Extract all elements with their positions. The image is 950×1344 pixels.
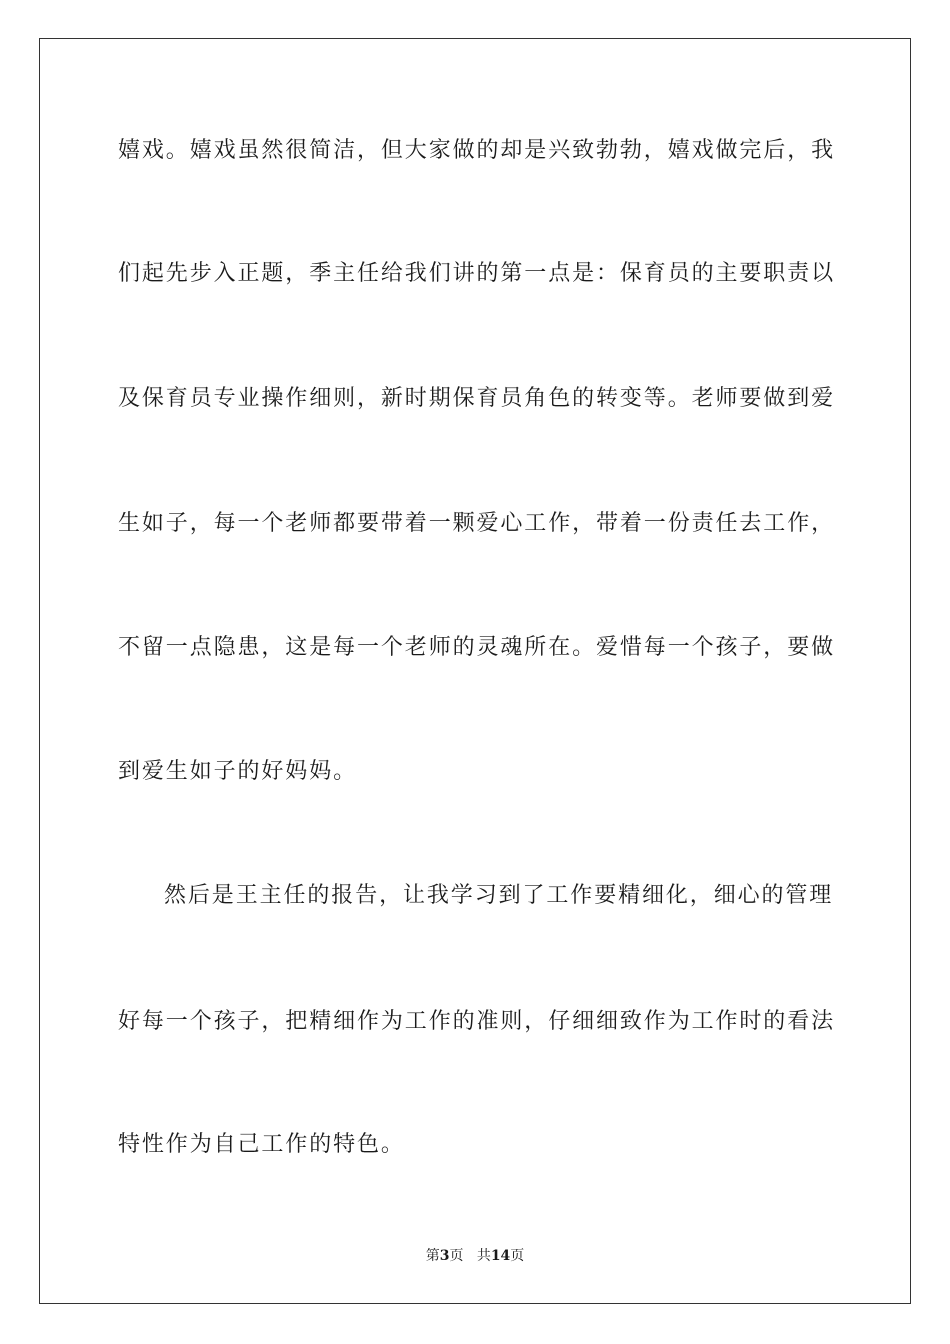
- total-prefix: 共: [476, 1248, 491, 1264]
- page-footer: [0, 1247, 950, 1265]
- text-line-3: 及保育员专业操作细则，新时期保育员角色的转变等。老师要做到爱: [118, 386, 836, 411]
- text-line-7-paragraph-start: 然后是王主任的报告，让我学习到了工作要精细化，细心的管理: [164, 883, 834, 908]
- total-pages: 14: [490, 1248, 511, 1264]
- page-suffix: 页: [449, 1248, 464, 1264]
- text-line-2: 们起先步入正题，季主任给我们讲的第一点是：保育员的主要职责以: [118, 261, 836, 286]
- text-line-4: 生如子，每一个老师都要带着一颗爱心工作，带着一份责任去工作，: [118, 511, 836, 536]
- text-line-6: 到爱生如子的好妈妈。: [118, 759, 358, 784]
- page-number: 3: [439, 1248, 450, 1264]
- page-border: [39, 38, 911, 1304]
- text-line-1: 嬉戏。嬉戏虽然很简洁，但大家做的却是兴致勃勃，嬉戏做完后，我: [118, 138, 836, 163]
- text-line-8: 好每一个孩子，把精细作为工作的准则，仔细细致作为工作时的看法: [118, 1009, 836, 1034]
- text-line-5: 不留一点隐患，这是每一个老师的灵魂所在。爱惜每一个孩子，要做: [118, 635, 836, 660]
- total-suffix: 页: [510, 1248, 525, 1264]
- page-prefix: 第: [425, 1248, 440, 1264]
- text-line-9: 特性作为自己工作的特色。: [118, 1132, 405, 1157]
